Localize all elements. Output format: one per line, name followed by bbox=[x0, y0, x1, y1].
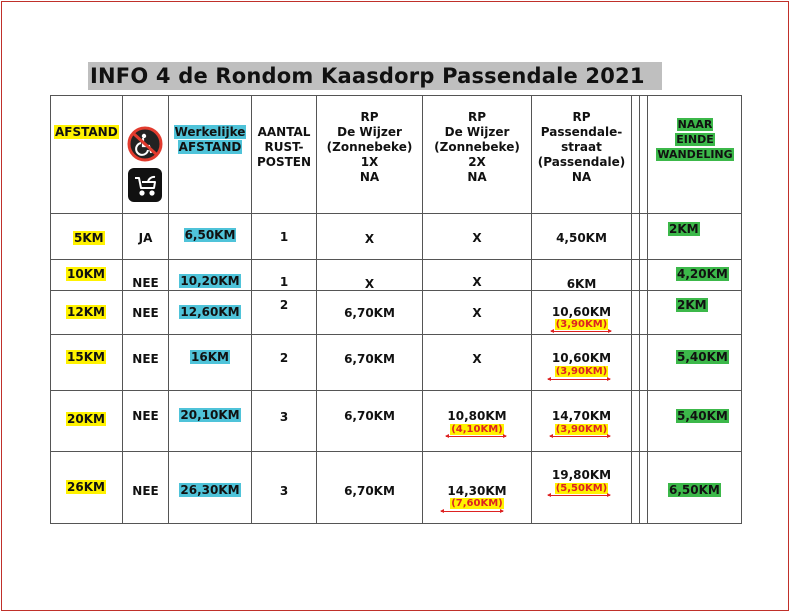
rp1-cell: 6,70KM bbox=[344, 306, 395, 320]
naar-cell: 6,50KM bbox=[669, 483, 720, 497]
rp2-cell: X bbox=[472, 275, 482, 289]
rp2-cell: X bbox=[472, 352, 482, 366]
rp1-cell: X bbox=[364, 232, 375, 246]
rp1-cell: X bbox=[364, 277, 375, 291]
afstand-cell: 26KM bbox=[67, 480, 105, 494]
rp2-cell: 14,30KM bbox=[447, 484, 507, 498]
distance-arrow bbox=[441, 511, 503, 512]
werkelijk-cell: 20,10KM bbox=[180, 408, 240, 422]
werkelijk-cell: 6,50KM bbox=[184, 228, 236, 242]
rp2-cell: X bbox=[472, 231, 482, 245]
page-title: INFO 4 de Rondom Kaasdorp Passendale 2021 bbox=[88, 62, 662, 90]
rp2-sub-cell: (4,10KM) bbox=[451, 424, 503, 435]
rust-cell: 2 bbox=[279, 298, 289, 312]
access-cell: NEE bbox=[132, 484, 159, 498]
werkelijk-cell: 16KM bbox=[191, 350, 229, 364]
rust-cell: 3 bbox=[279, 484, 289, 498]
naar-cell: 5,40KM bbox=[677, 409, 728, 423]
header-werkelijke: Werkelijke AFSTAND bbox=[174, 125, 246, 154]
rp3-sub-cell: (5,50KM) bbox=[555, 483, 608, 494]
naar-cell: 2KM bbox=[677, 298, 707, 312]
header-rp-wijzer-2x: RP De Wijzer (Zonnebeke) 2X NA bbox=[434, 110, 520, 184]
distance-arrow bbox=[548, 495, 610, 496]
werkelijk-cell: 12,60KM bbox=[180, 305, 240, 319]
access-cell: JA bbox=[138, 231, 153, 245]
rp2-cell: X bbox=[472, 306, 482, 320]
header-naar-einde: NAAR EINDE WANDELING bbox=[657, 118, 733, 161]
rp3-cell: 10,60KM bbox=[551, 305, 612, 319]
distance-arrow bbox=[551, 331, 611, 332]
werkelijk-cell: 10,20KM bbox=[180, 274, 240, 288]
rp2-cell: 10,80KM bbox=[447, 409, 507, 423]
afstand-cell: 12KM bbox=[67, 305, 105, 319]
distance-arrow bbox=[548, 379, 610, 380]
rp3-sub-cell: (3,90KM) bbox=[555, 366, 608, 377]
distance-arrow bbox=[446, 436, 506, 437]
wheelchair-icon bbox=[127, 126, 163, 162]
afstand-cell: 20KM bbox=[67, 412, 105, 426]
naar-cell: 2KM bbox=[669, 222, 699, 236]
rp1-cell: 6,70KM bbox=[344, 352, 395, 366]
distance-arrow bbox=[550, 436, 610, 437]
header-rp-passendale: RP Passendale- straat (Passendale) NA bbox=[537, 110, 626, 184]
header-rp-wijzer-1x: RP De Wijzer (Zonnebeke) 1X NA bbox=[326, 110, 413, 184]
naar-cell: 5,40KM bbox=[677, 350, 728, 364]
naar-cell: 4,20KM bbox=[677, 267, 728, 281]
afstand-cell: 5KM bbox=[74, 231, 104, 245]
access-cell: NEE bbox=[132, 276, 159, 290]
rp1-cell: 6,70KM bbox=[344, 409, 395, 423]
rust-cell: 2 bbox=[279, 351, 289, 365]
rust-cell: 3 bbox=[279, 410, 289, 424]
rp2-sub-cell: (7,60KM) bbox=[451, 498, 503, 509]
rp1-cell: 6,70KM bbox=[344, 484, 395, 498]
rp3-sub-cell: (3,90KM) bbox=[555, 319, 608, 330]
header-afstand: AFSTAND bbox=[55, 125, 118, 139]
rust-cell: 1 bbox=[279, 230, 289, 244]
werkelijk-cell: 26,30KM bbox=[180, 483, 240, 497]
afstand-cell: 10KM bbox=[67, 267, 105, 281]
rp3-cell: 6KM bbox=[566, 277, 597, 291]
rp3-cell: 4,50KM bbox=[556, 231, 607, 245]
access-cell: NEE bbox=[132, 409, 159, 423]
rp3-cell: 10,60KM bbox=[551, 351, 612, 365]
header-rustposten: AANTAL RUST- POSTEN bbox=[256, 125, 312, 169]
access-cell: NEE bbox=[132, 352, 159, 366]
rp3-sub-cell: (3,90KM) bbox=[555, 424, 608, 435]
rp3-cell: 19,80KM bbox=[551, 468, 612, 482]
rp3-cell: 14,70KM bbox=[551, 409, 612, 423]
stroller-icon bbox=[128, 168, 162, 202]
rust-cell: 1 bbox=[279, 275, 289, 289]
afstand-cell: 15KM bbox=[67, 350, 105, 364]
access-cell: NEE bbox=[132, 306, 159, 320]
